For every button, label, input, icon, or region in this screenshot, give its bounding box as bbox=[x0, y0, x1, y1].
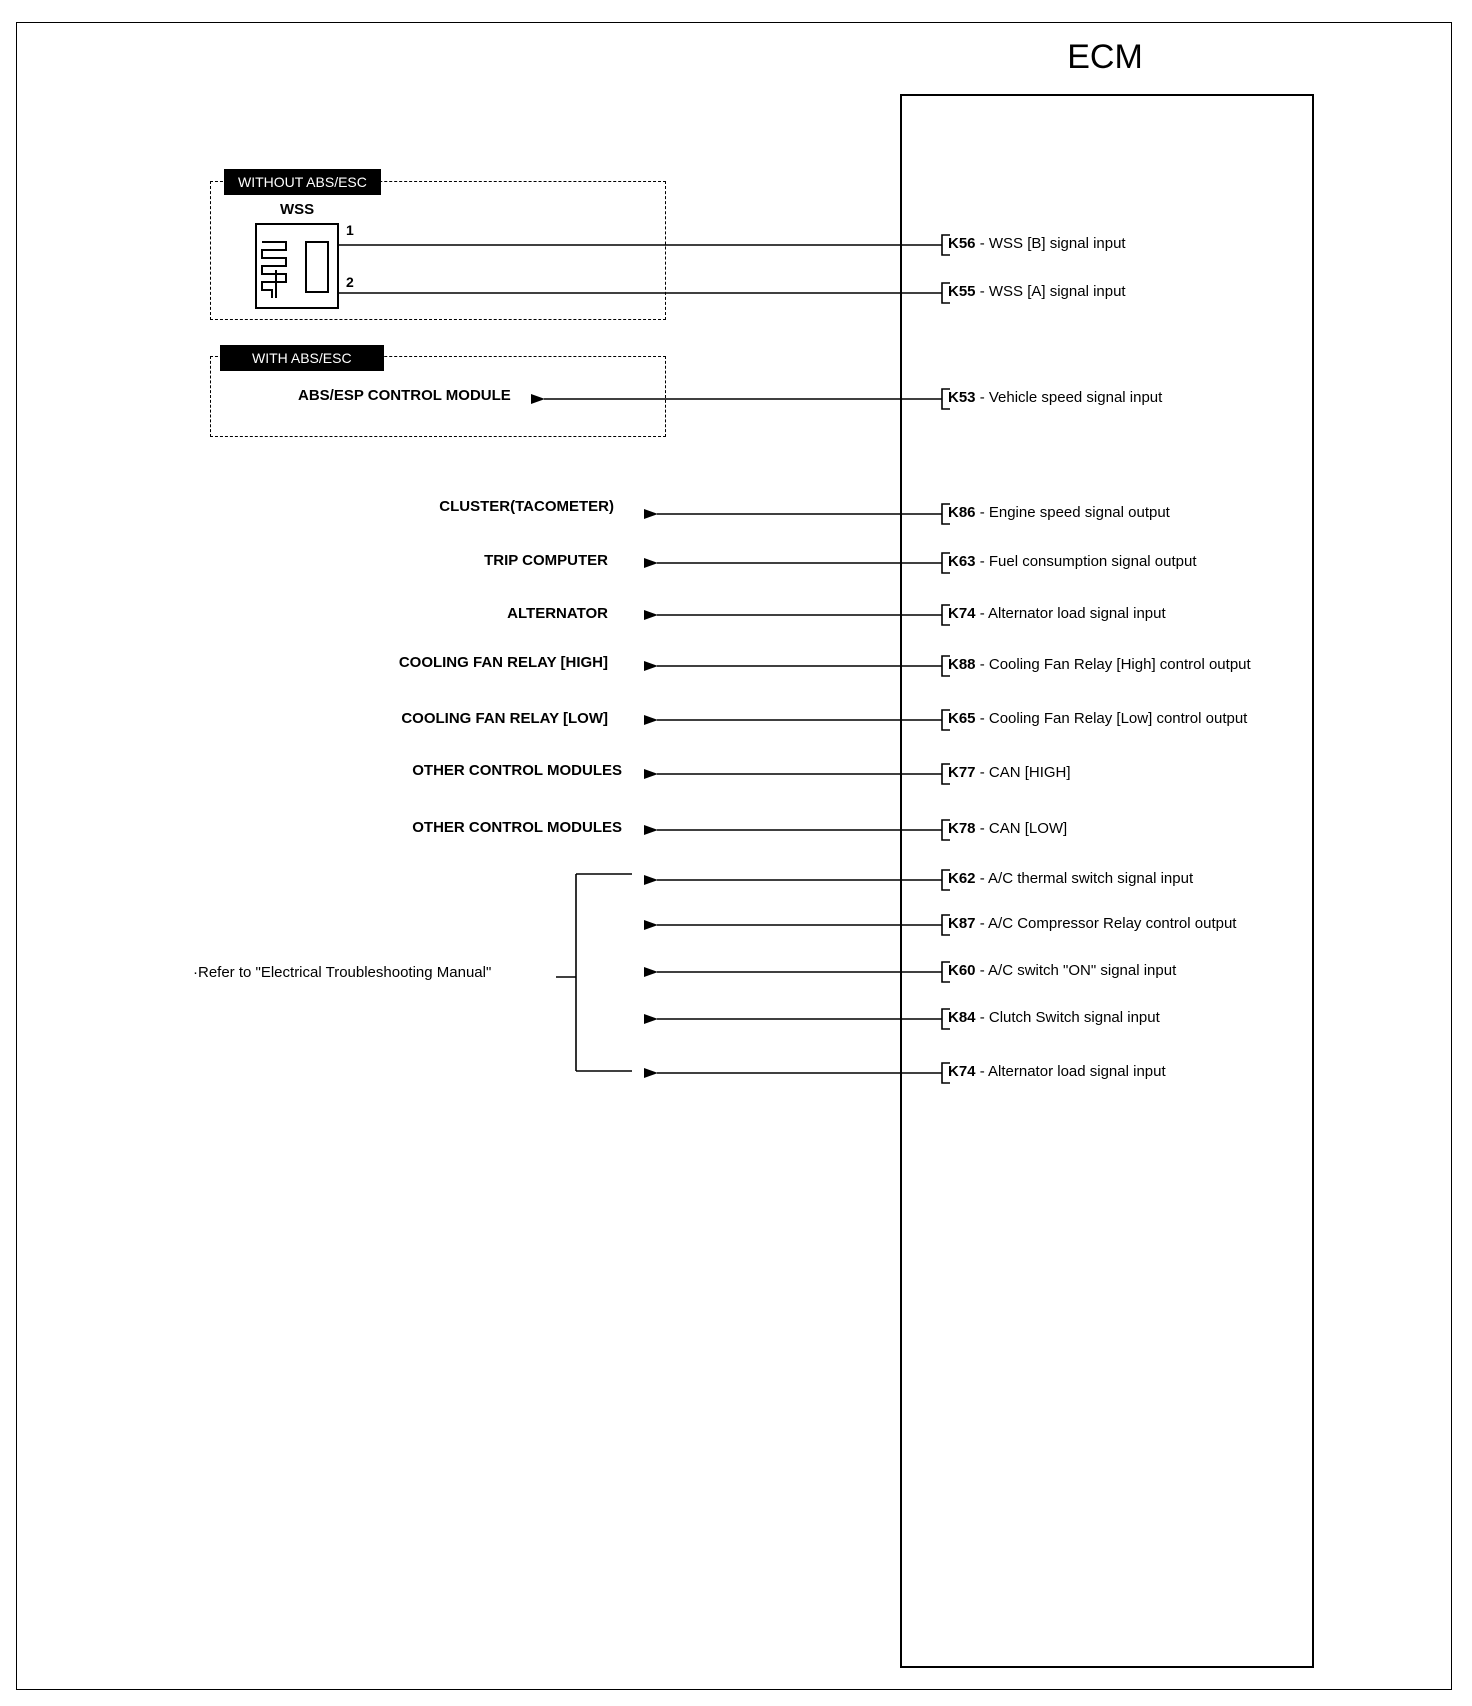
pin-bracket bbox=[942, 1063, 950, 1083]
ecm-pin-code: K53 bbox=[948, 389, 976, 406]
wss-label: WSS bbox=[280, 201, 315, 218]
dest-trip-computer: TRIP COMPUTER bbox=[484, 552, 608, 569]
pin-bracket bbox=[942, 605, 950, 625]
pin-bracket bbox=[942, 656, 950, 676]
ecm-pin-code: K56 bbox=[948, 235, 976, 252]
dest-cooling-fan-low: COOLING FAN RELAY [LOW] bbox=[401, 710, 608, 727]
with-abs-tag: WITH ABS/ESC bbox=[220, 345, 384, 371]
ecm-pin-code: K78 bbox=[948, 820, 976, 837]
ecm-pin-description: - Vehicle speed signal input bbox=[975, 389, 1163, 406]
ecm-pin-description: - A/C thermal switch signal input bbox=[975, 870, 1194, 887]
dest-cluster: CLUSTER(TACOMETER) bbox=[439, 498, 614, 515]
dest-alternator: ALTERNATOR bbox=[507, 605, 608, 622]
ecm-pin-description: - Cooling Fan Relay [Low] control output bbox=[975, 710, 1248, 727]
reference-note: ·Refer to "Electrical Troubleshooting Manual" bbox=[193, 964, 492, 981]
pin-bracket bbox=[942, 235, 950, 255]
ecm-pin-code: K63 bbox=[948, 553, 976, 570]
ecm-pin-description: - Engine speed signal output bbox=[975, 504, 1170, 521]
without-abs-tag: WITHOUT ABS/ESC bbox=[224, 169, 381, 195]
dest-cooling-fan-high: COOLING FAN RELAY [HIGH] bbox=[398, 654, 608, 671]
pin-bracket bbox=[942, 820, 950, 840]
pin-bracket bbox=[942, 283, 950, 303]
ecm-pin-description: - Cooling Fan Relay [High] control output bbox=[975, 656, 1251, 673]
ecm-pin-description: - CAN [HIGH] bbox=[975, 764, 1071, 781]
ecm-pin-code: K55 bbox=[948, 283, 976, 300]
ecm-pin-description: - CAN [LOW] bbox=[975, 820, 1068, 837]
pin-bracket bbox=[942, 389, 950, 409]
ecm-pin-description: - Alternator load signal input bbox=[975, 1063, 1166, 1080]
ecm-title: ECM bbox=[1067, 38, 1143, 76]
pin-bracket bbox=[942, 553, 950, 573]
ecm-pin-code: K62 bbox=[948, 870, 976, 887]
wss-sensor-icon bbox=[256, 224, 338, 308]
ecm-pin-code: K84 bbox=[948, 1009, 976, 1026]
ecm-pin-code: K87 bbox=[948, 915, 976, 932]
ecm-pin-description: - Clutch Switch signal input bbox=[975, 1009, 1160, 1026]
ecm-pin-code: K65 bbox=[948, 710, 976, 727]
ecm-pin-description: - WSS [B] signal input bbox=[975, 235, 1126, 252]
pin-bracket bbox=[942, 870, 950, 890]
dest-other-modules-2: OTHER CONTROL MODULES bbox=[412, 819, 622, 836]
ecm-pin-code: K77 bbox=[948, 764, 976, 781]
ecm-pin-description: - A/C Compressor Relay control output bbox=[975, 915, 1237, 932]
pin-bracket bbox=[942, 1009, 950, 1029]
pin-bracket bbox=[942, 962, 950, 982]
dest-other-modules-1: OTHER CONTROL MODULES bbox=[412, 762, 622, 779]
ecm-pin-code: K60 bbox=[948, 962, 976, 979]
ecm-pin-code: K74 bbox=[948, 1063, 976, 1080]
pin-bracket bbox=[942, 504, 950, 524]
wss-pin-1: 1 bbox=[346, 222, 354, 238]
ecm-pin-description: - WSS [A] signal input bbox=[975, 283, 1126, 300]
abs-esp-module-label: ABS/ESP CONTROL MODULE bbox=[298, 387, 511, 404]
ecm-pin-description: - Fuel consumption signal output bbox=[975, 553, 1197, 570]
ecm-pin-code: K74 bbox=[948, 605, 976, 622]
pin-bracket bbox=[942, 915, 950, 935]
wss-pin-2: 2 bbox=[346, 274, 354, 290]
pin-bracket bbox=[942, 710, 950, 730]
ecm-pin-code: K88 bbox=[948, 656, 976, 673]
ecm-pin-description: - Alternator load signal input bbox=[975, 605, 1166, 622]
ecm-pin-description: - A/C switch "ON" signal input bbox=[975, 962, 1177, 979]
pin-bracket bbox=[942, 764, 950, 784]
ecm-pin-code: K86 bbox=[948, 504, 976, 521]
